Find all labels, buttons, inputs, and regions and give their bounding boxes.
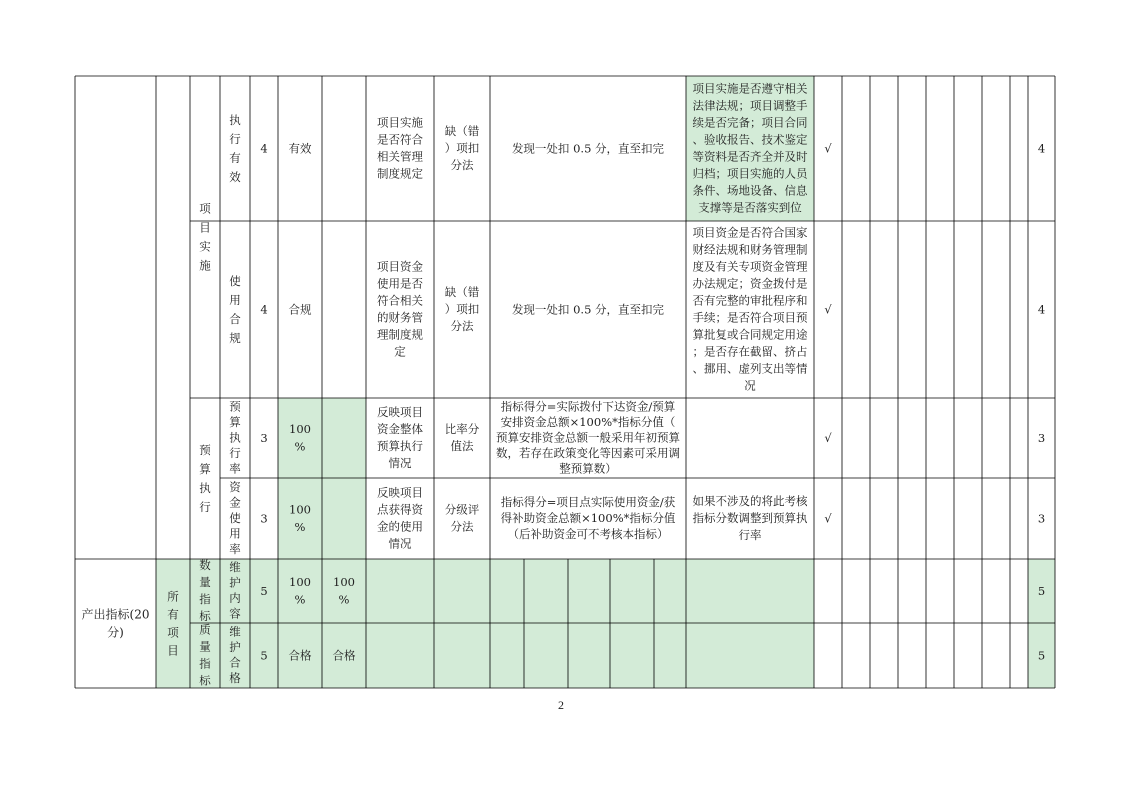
row4-indicator: 资金使用率 bbox=[229, 479, 241, 556]
row5-final-score: 5 bbox=[1037, 583, 1046, 598]
row3-method: 比率分值法 bbox=[444, 422, 480, 454]
row5-actual: 100 % bbox=[333, 575, 355, 607]
row3-description: 反映项目资金整体预算执行情况 bbox=[377, 405, 423, 471]
level1-output-indicators: 产出指标(20 分) bbox=[81, 607, 150, 640]
row3-check: √ bbox=[824, 430, 832, 445]
row1-note: 项目实施是否遵守相关法律法规；项目调整手续是否完备；项目合同、验收报告、技术鉴定等资料是否齐全并及时归档；项目实施的人员条件、场地设备、信息支撑等是否落实到位 bbox=[692, 81, 808, 215]
row4-standard: 指标得分=项目点实际使用资金/获得补助资金总额×100%*指标分值（后补助资金可不考核本指标） bbox=[500, 495, 676, 542]
row5-target: 100 % bbox=[289, 575, 311, 607]
row6-target: 合格 bbox=[288, 648, 312, 663]
row6-indicator: 维护合格 bbox=[229, 624, 241, 686]
row4-method: 分级评分法 bbox=[444, 502, 480, 534]
row4-weight: 3 bbox=[260, 511, 268, 526]
page-number: 2 bbox=[558, 698, 564, 712]
row2-final-score: 4 bbox=[1037, 302, 1046, 317]
level2-quantity-indicator: 数量指标 bbox=[199, 558, 211, 624]
level1-project-implementation: 项目实施 bbox=[199, 201, 211, 273]
row1-weight: 4 bbox=[260, 141, 268, 156]
row3-indicator: 预算执行率 bbox=[229, 399, 241, 476]
row1-target: 有效 bbox=[288, 141, 312, 156]
row4-description: 反映项目点获得资金的使用情况 bbox=[377, 485, 423, 551]
row2-method: 缺（错）项扣分法 bbox=[444, 285, 480, 334]
row2-description: 项目资金使用是否符合相关的财务管理制度规定 bbox=[377, 259, 423, 359]
output-final-highlight bbox=[1028, 559, 1055, 688]
row2-standard: 发现一处扣 0.5 分，直至扣完 bbox=[511, 302, 665, 317]
row5-indicator: 维护内容 bbox=[229, 560, 241, 621]
row1-description: 项目实施是否符合相关管理制度规定 bbox=[377, 115, 423, 181]
row5-weight: 5 bbox=[260, 583, 268, 598]
row2-note: 项目资金是否符合国家财经法规和财务管理制度及有关专项资金管理办法规定；资金拨付是否有完整的审批程序和手续；是否符合项目预算批复或合同规定用途；是否存在截留、挤占、挪用、虚列支出等情况 bbox=[692, 225, 808, 393]
row1-indicator: 执行有效 bbox=[229, 113, 241, 185]
level1-budget-execution: 预算执行 bbox=[199, 443, 211, 515]
row2-weight: 4 bbox=[260, 302, 268, 317]
row4-check: √ bbox=[824, 511, 832, 526]
row1-method: 缺（错）项扣分法 bbox=[444, 124, 480, 173]
row6-actual: 合格 bbox=[332, 648, 356, 663]
row1-check: √ bbox=[824, 141, 832, 156]
row1-standard: 发现一处扣 0.5 分，直至扣完 bbox=[511, 141, 665, 156]
row3-final-score: 3 bbox=[1037, 430, 1046, 445]
row6-weight: 5 bbox=[260, 648, 268, 663]
row3-standard: 指标得分=实际拨付下达资金/预算安排资金总额×100%*指标分值（预算安排资金总额一般采用年初预算数，若存在政策变化等因素可采用调整预算数） bbox=[496, 399, 680, 476]
level2-all-projects: 所有项目 bbox=[167, 589, 179, 658]
row4-final-score: 3 bbox=[1037, 511, 1046, 526]
row3-weight: 3 bbox=[260, 430, 268, 445]
level2-quality-indicator: 质量指标 bbox=[199, 622, 211, 688]
row2-indicator: 使用合规 bbox=[229, 274, 241, 346]
row4-target: 100 % bbox=[289, 502, 311, 535]
row2-check: √ bbox=[824, 302, 832, 317]
row1-final-score: 4 bbox=[1037, 141, 1046, 156]
row2-target: 合规 bbox=[288, 302, 312, 317]
row3-target: 100 % bbox=[289, 422, 311, 454]
row4-note: 如果不涉及的将此考核指标分数调整到预算执行率 bbox=[692, 494, 808, 543]
row6-final-score: 5 bbox=[1037, 648, 1046, 663]
